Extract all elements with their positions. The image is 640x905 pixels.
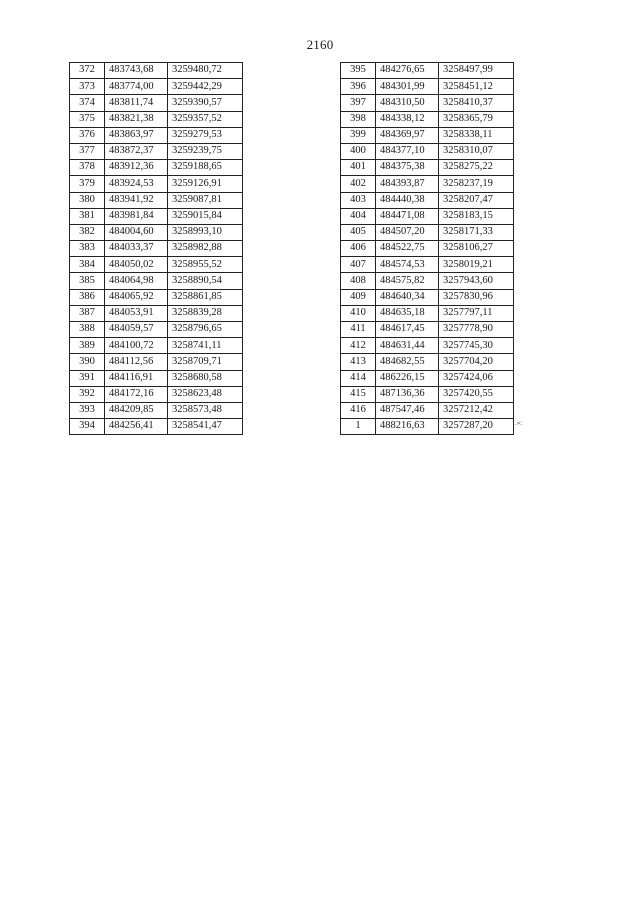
point-number-cell: 398 — [341, 111, 376, 127]
table-row — [70, 386, 243, 402]
y-coordinate-cell: 3258955,52 — [168, 257, 243, 273]
y-coordinate-cell: 3259480,72 — [168, 63, 243, 79]
trailing-mark: .»: — [515, 419, 523, 427]
x-coordinate-cell: 484377,10 — [376, 143, 439, 159]
table-row — [70, 208, 243, 224]
table-row — [341, 111, 514, 127]
point-number-cell: 381 — [70, 208, 105, 224]
y-coordinate-cell: 3258365,79 — [439, 111, 514, 127]
table-row — [341, 273, 514, 289]
x-coordinate-cell: 484682,55 — [376, 354, 439, 370]
table-row — [341, 241, 514, 257]
table-row — [70, 127, 243, 143]
point-number-cell: 396 — [341, 79, 376, 95]
y-coordinate-cell: 3259357,52 — [168, 111, 243, 127]
y-coordinate-cell: 3258709,71 — [168, 354, 243, 370]
x-coordinate-cell: 484393,87 — [376, 176, 439, 192]
y-coordinate-cell: 3258497,99 — [439, 63, 514, 79]
x-coordinate-cell: 487547,46 — [376, 402, 439, 418]
table-row — [70, 338, 243, 354]
x-coordinate-cell: 484338,12 — [376, 111, 439, 127]
point-number-cell: 413 — [341, 354, 376, 370]
y-coordinate-cell: 3258338,11 — [439, 127, 514, 143]
table-row — [70, 257, 243, 273]
table-row — [70, 111, 243, 127]
y-coordinate-cell: 3258680,58 — [168, 370, 243, 386]
table-row — [70, 419, 243, 435]
y-coordinate-cell: 3259442,29 — [168, 79, 243, 95]
y-coordinate-cell: 3258796,65 — [168, 322, 243, 338]
table-row — [341, 338, 514, 354]
y-coordinate-cell: 3258982,88 — [168, 241, 243, 257]
y-coordinate-cell: 3258183,15 — [439, 208, 514, 224]
x-coordinate-cell: 483863,97 — [105, 127, 168, 143]
y-coordinate-cell: 3258741,11 — [168, 338, 243, 354]
y-coordinate-cell: 3258019,21 — [439, 257, 514, 273]
table-row — [70, 322, 243, 338]
x-coordinate-cell: 484064,98 — [105, 273, 168, 289]
table-row — [341, 224, 514, 240]
x-coordinate-cell: 484617,45 — [376, 322, 439, 338]
y-coordinate-cell: 3258207,47 — [439, 192, 514, 208]
point-number-cell: 388 — [70, 322, 105, 338]
x-coordinate-cell: 484065,92 — [105, 289, 168, 305]
point-number-cell: 407 — [341, 257, 376, 273]
x-coordinate-cell: 484276,65 — [376, 63, 439, 79]
y-coordinate-cell: 3258410,37 — [439, 95, 514, 111]
x-coordinate-cell: 484053,91 — [105, 305, 168, 321]
point-number-cell: 383 — [70, 241, 105, 257]
y-coordinate-cell: 3257830,96 — [439, 289, 514, 305]
x-coordinate-cell: 484440,38 — [376, 192, 439, 208]
y-coordinate-cell: 3257778,90 — [439, 322, 514, 338]
table-row — [70, 354, 243, 370]
table-row — [70, 176, 243, 192]
y-coordinate-cell: 3257287,20 — [439, 419, 514, 435]
point-number-cell: 377 — [70, 143, 105, 159]
table-row — [70, 95, 243, 111]
table-row — [70, 273, 243, 289]
x-coordinate-cell: 484574,53 — [376, 257, 439, 273]
point-number-cell: 384 — [70, 257, 105, 273]
x-coordinate-cell: 484256,41 — [105, 419, 168, 435]
point-number-cell: 379 — [70, 176, 105, 192]
table-row — [70, 63, 243, 79]
y-coordinate-cell: 3258310,07 — [439, 143, 514, 159]
y-coordinate-cell: 3258993,10 — [168, 224, 243, 240]
point-number-cell: 386 — [70, 289, 105, 305]
y-coordinate-cell: 3258573,48 — [168, 402, 243, 418]
table-row — [341, 143, 514, 159]
x-coordinate-cell: 484310,50 — [376, 95, 439, 111]
y-coordinate-cell: 3258237,19 — [439, 176, 514, 192]
coordinates-table-right — [340, 62, 514, 435]
table-row — [341, 257, 514, 273]
point-number-cell: 403 — [341, 192, 376, 208]
x-coordinate-cell: 484369,97 — [376, 127, 439, 143]
x-coordinate-cell: 484004,60 — [105, 224, 168, 240]
point-number-cell: 373 — [70, 79, 105, 95]
table-row — [341, 322, 514, 338]
y-coordinate-cell: 3257797,11 — [439, 305, 514, 321]
point-number-cell: 393 — [70, 402, 105, 418]
table-row — [341, 208, 514, 224]
x-coordinate-cell: 484059,57 — [105, 322, 168, 338]
table-row — [70, 241, 243, 257]
x-coordinate-cell: 484100,72 — [105, 338, 168, 354]
point-number-cell: 404 — [341, 208, 376, 224]
table-row — [341, 63, 514, 79]
point-number-cell: 408 — [341, 273, 376, 289]
point-number-cell: 394 — [70, 419, 105, 435]
table-row — [341, 354, 514, 370]
table-row — [341, 192, 514, 208]
x-coordinate-cell: 484631,44 — [376, 338, 439, 354]
point-number-cell: 385 — [70, 273, 105, 289]
point-number-cell: 409 — [341, 289, 376, 305]
y-coordinate-cell: 3257424,06 — [439, 370, 514, 386]
y-coordinate-cell: 3259390,57 — [168, 95, 243, 111]
point-number-cell: 372 — [70, 63, 105, 79]
point-number-cell: 399 — [341, 127, 376, 143]
point-number-cell: 402 — [341, 176, 376, 192]
y-coordinate-cell: 3258861,85 — [168, 289, 243, 305]
y-coordinate-cell: 3258171,33 — [439, 224, 514, 240]
table-row — [341, 160, 514, 176]
point-number-cell: 1 — [341, 419, 376, 435]
table-row — [70, 224, 243, 240]
table-row — [70, 402, 243, 418]
point-number-cell: 397 — [341, 95, 376, 111]
y-coordinate-cell: 3259087,81 — [168, 192, 243, 208]
y-coordinate-cell: 3258839,28 — [168, 305, 243, 321]
point-number-cell: 410 — [341, 305, 376, 321]
point-number-cell: 405 — [341, 224, 376, 240]
point-number-cell: 389 — [70, 338, 105, 354]
point-number-cell: 400 — [341, 143, 376, 159]
table-row — [70, 143, 243, 159]
table-row — [341, 289, 514, 305]
table-row — [341, 176, 514, 192]
table-row — [341, 95, 514, 111]
x-coordinate-cell: 484050,02 — [105, 257, 168, 273]
x-coordinate-cell: 484301,99 — [376, 79, 439, 95]
point-number-cell: 411 — [341, 322, 376, 338]
table-row — [341, 79, 514, 95]
table-row — [70, 305, 243, 321]
x-coordinate-cell: 487136,36 — [376, 386, 439, 402]
x-coordinate-cell: 483821,38 — [105, 111, 168, 127]
point-number-cell: 375 — [70, 111, 105, 127]
point-number-cell: 387 — [70, 305, 105, 321]
table-row — [341, 305, 514, 321]
coordinates-table-right-body — [341, 63, 514, 435]
point-number-cell: 415 — [341, 386, 376, 402]
point-number-cell: 390 — [70, 354, 105, 370]
x-coordinate-cell: 483743,68 — [105, 63, 168, 79]
x-coordinate-cell: 484640,34 — [376, 289, 439, 305]
y-coordinate-cell: 3259188,65 — [168, 160, 243, 176]
y-coordinate-cell: 3257420,55 — [439, 386, 514, 402]
point-number-cell: 395 — [341, 63, 376, 79]
table-row — [70, 79, 243, 95]
table-row — [341, 386, 514, 402]
y-coordinate-cell: 3259126,91 — [168, 176, 243, 192]
table-row — [341, 127, 514, 143]
table-row — [70, 370, 243, 386]
y-coordinate-cell: 3258275,22 — [439, 160, 514, 176]
table-row — [341, 419, 514, 435]
point-number-cell: 382 — [70, 224, 105, 240]
page-number: 2160 — [306, 37, 334, 52]
point-number-cell: 378 — [70, 160, 105, 176]
point-number-cell: 391 — [70, 370, 105, 386]
point-number-cell: 406 — [341, 241, 376, 257]
table-row — [70, 192, 243, 208]
point-number-cell: 374 — [70, 95, 105, 111]
x-coordinate-cell: 483872,37 — [105, 143, 168, 159]
y-coordinate-cell: 3258623,48 — [168, 386, 243, 402]
x-coordinate-cell: 483774,00 — [105, 79, 168, 95]
table-row — [70, 289, 243, 305]
y-coordinate-cell: 3258890,54 — [168, 273, 243, 289]
y-coordinate-cell: 3257943,60 — [439, 273, 514, 289]
y-coordinate-cell: 3258106,27 — [439, 241, 514, 257]
x-coordinate-cell: 483811,74 — [105, 95, 168, 111]
x-coordinate-cell: 484507,20 — [376, 224, 439, 240]
x-coordinate-cell: 484209,85 — [105, 402, 168, 418]
y-coordinate-cell: 3257212,42 — [439, 402, 514, 418]
x-coordinate-cell: 483981,84 — [105, 208, 168, 224]
coordinates-table-left-body — [70, 63, 243, 435]
y-coordinate-cell: 3258451,12 — [439, 79, 514, 95]
x-coordinate-cell: 484116,91 — [105, 370, 168, 386]
x-coordinate-cell: 484522,75 — [376, 241, 439, 257]
x-coordinate-cell: 484375,38 — [376, 160, 439, 176]
point-number-cell: 416 — [341, 402, 376, 418]
x-coordinate-cell: 483941,92 — [105, 192, 168, 208]
x-coordinate-cell: 484575,82 — [376, 273, 439, 289]
y-coordinate-cell: 3259015,84 — [168, 208, 243, 224]
table-row — [341, 370, 514, 386]
x-coordinate-cell: 484172,16 — [105, 386, 168, 402]
y-coordinate-cell: 3259279,53 — [168, 127, 243, 143]
x-coordinate-cell: 484635,18 — [376, 305, 439, 321]
point-number-cell: 392 — [70, 386, 105, 402]
y-coordinate-cell: 3257704,20 — [439, 354, 514, 370]
x-coordinate-cell: 486226,15 — [376, 370, 439, 386]
x-coordinate-cell: 484112,56 — [105, 354, 168, 370]
x-coordinate-cell: 488216,63 — [376, 419, 439, 435]
y-coordinate-cell: 3257745,30 — [439, 338, 514, 354]
table-row — [70, 160, 243, 176]
y-coordinate-cell: 3259239,75 — [168, 143, 243, 159]
x-coordinate-cell: 483912,36 — [105, 160, 168, 176]
point-number-cell: 376 — [70, 127, 105, 143]
y-coordinate-cell: 3258541,47 — [168, 419, 243, 435]
x-coordinate-cell: 484471,08 — [376, 208, 439, 224]
x-coordinate-cell: 484033,37 — [105, 241, 168, 257]
point-number-cell: 380 — [70, 192, 105, 208]
point-number-cell: 401 — [341, 160, 376, 176]
coordinates-table-left — [69, 62, 243, 435]
point-number-cell: 412 — [341, 338, 376, 354]
table-row — [341, 402, 514, 418]
point-number-cell: 414 — [341, 370, 376, 386]
x-coordinate-cell: 483924,53 — [105, 176, 168, 192]
